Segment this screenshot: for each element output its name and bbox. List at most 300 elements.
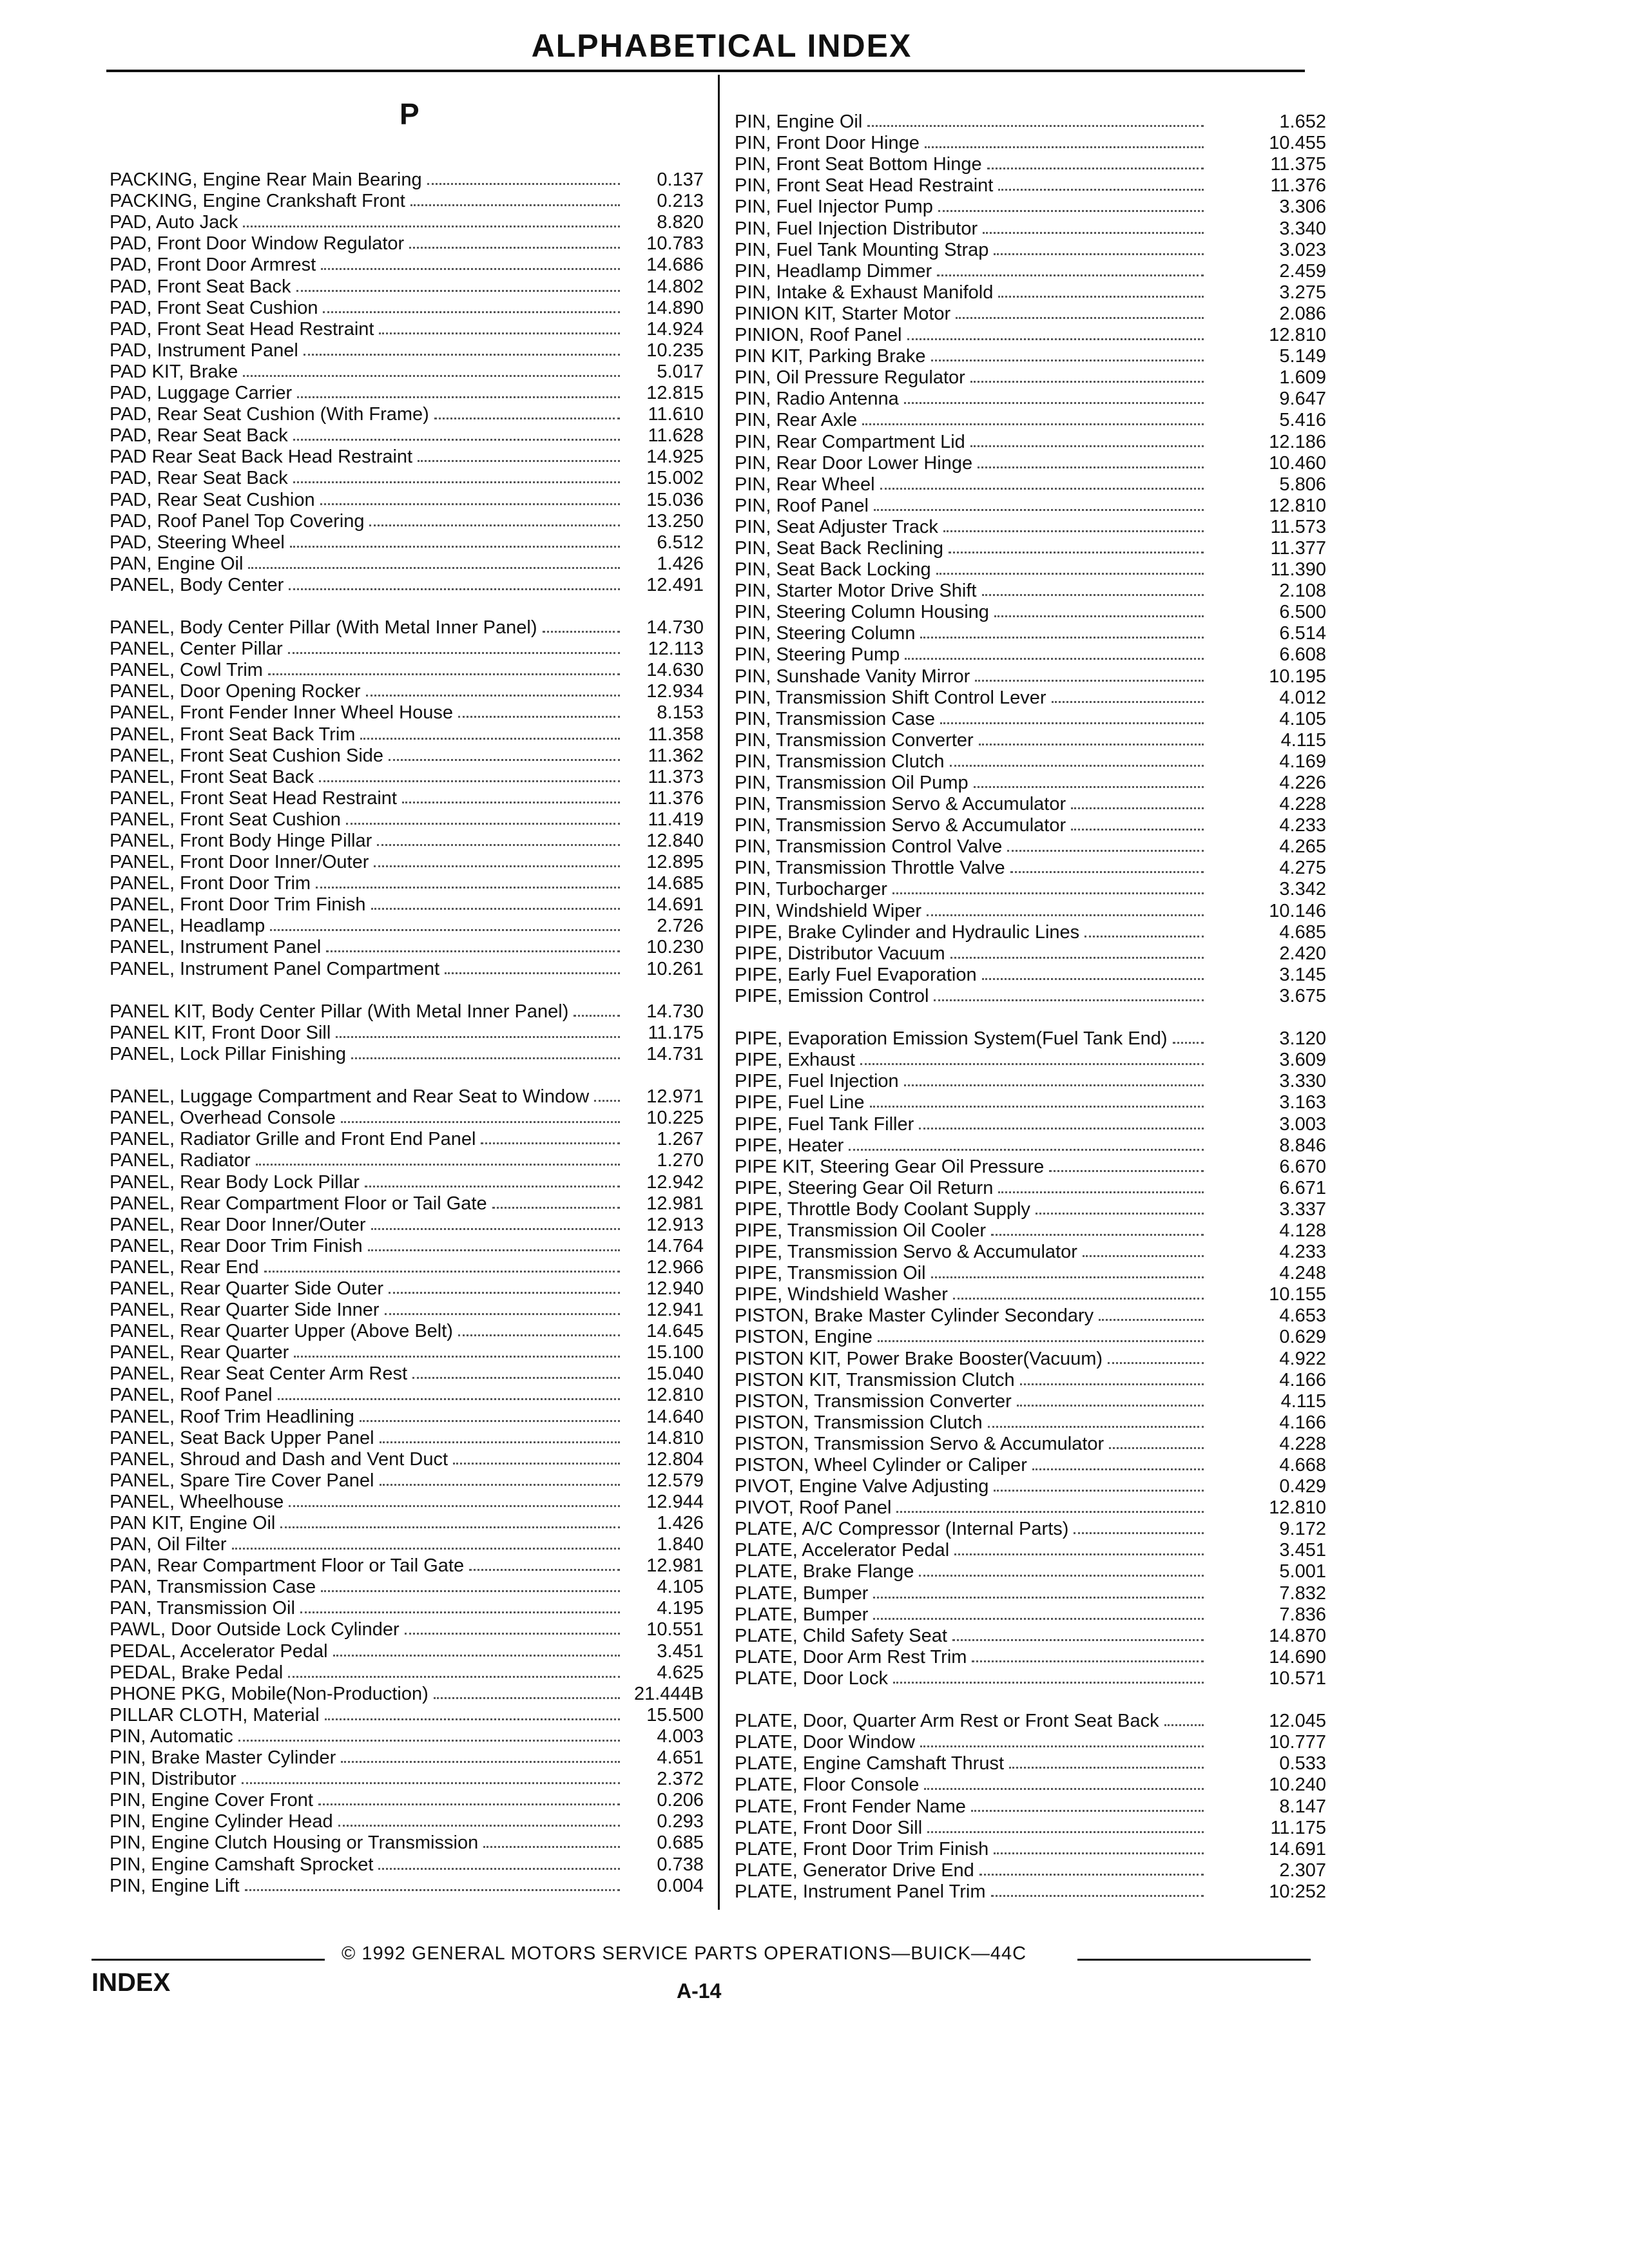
index-entry-name: PISTON, Engine (735, 1327, 872, 1348)
dot-leader (574, 1015, 620, 1017)
index-entry-name: PIPE, Transmission Oil Cooler (735, 1220, 987, 1241)
index-entry-page: 15.002 (646, 468, 704, 489)
index-entry-page: 2.372 (657, 1769, 704, 1790)
index-entry-page: 1.267 (657, 1129, 704, 1150)
index-entry (110, 298, 704, 319)
index-entry-page: 4.012 (1279, 687, 1326, 708)
dot-leader (243, 226, 620, 227)
dot-leader (374, 865, 620, 867)
dot-leader (974, 786, 1204, 788)
dot-leader (1071, 829, 1204, 831)
index-entry-name: PANEL, Front Fender Inner Wheel House (110, 702, 453, 724)
index-entry-name: PANEL, Front Door Trim (110, 873, 311, 894)
index-entry-page: 4.166 (1279, 1412, 1326, 1433)
index-entry-name: PIN, Steering Pump (735, 644, 900, 666)
index-entry-page: 10.146 (1269, 900, 1326, 921)
index-entry-name: PIN, Engine Cover Front (110, 1790, 313, 1811)
index-entry (735, 1668, 1326, 1689)
index-entry-page: 0.137 (657, 169, 704, 191)
index-entry (110, 553, 704, 575)
index-entry-name: PANEL, Seat Back Upper Panel (110, 1427, 374, 1448)
index-entry (110, 937, 704, 958)
dot-leader (369, 524, 620, 526)
index-entry-name: PIN, Transmission Servo & Accumulator (735, 815, 1066, 836)
dot-leader (907, 338, 1204, 340)
index-entry-page: 4.653 (1279, 1305, 1326, 1327)
index-entry (735, 325, 1326, 346)
dot-leader (971, 1810, 1204, 1812)
index-entry-name: PLATE, Generator Drive End (735, 1860, 974, 1881)
index-entry (110, 1129, 704, 1150)
index-entry (110, 511, 704, 532)
index-entry (110, 1342, 704, 1363)
index-entry-page: 12.045 (1269, 1711, 1326, 1732)
dot-leader (862, 423, 1204, 425)
dot-leader (289, 588, 620, 590)
index-entry-page: 11.610 (648, 404, 704, 425)
index-entry (110, 1406, 704, 1427)
index-entry (735, 1881, 1326, 1903)
index-entry-name: PLATE, Floor Console (735, 1774, 920, 1796)
index-entry-page: 10.571 (1269, 1667, 1326, 1689)
index-entry-page: 0.429 (1279, 1476, 1326, 1497)
dot-leader (1049, 1170, 1204, 1172)
index-entry-page: 5.416 (1279, 410, 1326, 431)
index-entry-page: 15.100 (646, 1342, 704, 1363)
index-entry-name: PANEL, Overhead Console (110, 1108, 336, 1129)
index-entry-page: 15.500 (646, 1704, 704, 1725)
index-entry (735, 133, 1326, 154)
index-entry-name: PIPE, Brake Cylinder and Hydraulic Lines (735, 921, 1080, 943)
dot-leader (371, 908, 620, 910)
index-entry (110, 276, 704, 297)
dot-leader (280, 1526, 620, 1528)
dot-leader (318, 1803, 620, 1805)
index-entry-page: 2.108 (1279, 581, 1326, 602)
index-entry-name: PANEL, Front Body Hinge Pillar (110, 831, 372, 851)
footer-rule-left (92, 1959, 325, 1961)
index-entry-page: 4.625 (657, 1662, 704, 1683)
dot-leader (1084, 936, 1204, 937)
index-entry (735, 261, 1326, 282)
index-entry-name: PIN, Turbocharger (735, 879, 887, 900)
index-entry-page: 14.764 (646, 1235, 704, 1256)
dot-leader (994, 253, 1204, 255)
dot-leader (998, 189, 1204, 191)
index-entry-page: 1.270 (657, 1150, 704, 1171)
index-entry (735, 111, 1326, 133)
index-entry (735, 1732, 1326, 1753)
index-entry-page: 3.120 (1279, 1028, 1326, 1050)
index-entry-page: 0.685 (657, 1832, 704, 1854)
dot-leader (288, 652, 620, 654)
index-entry-name: PANEL, Roof Panel (110, 1385, 273, 1406)
index-entry-page: 12.840 (646, 831, 704, 851)
index-entry-page: 14.802 (646, 276, 704, 297)
index-entry-name: PISTON, Transmission Converter (735, 1390, 1012, 1412)
index-entry-name: PLATE, Door, Quarter Arm Rest or Front Seat Back (735, 1711, 1159, 1732)
index-entry-name: PAWL, Door Outside Lock Cylinder (110, 1619, 400, 1640)
dot-leader (983, 232, 1204, 234)
index-entry-name: PIPE, Fuel Injection (735, 1071, 899, 1092)
index-entry-page: 4.275 (1279, 858, 1326, 879)
index-entry-page: 12.895 (646, 852, 704, 873)
index-entry-page: 2.459 (1279, 260, 1326, 282)
index-entry-page: 11.362 (648, 745, 704, 766)
index-entry (110, 1470, 704, 1492)
index-entry-name: PIN, Engine Cylinder Head (110, 1811, 333, 1832)
index-entry-page: 3.337 (1279, 1198, 1326, 1220)
index-entry-page: 11.628 (648, 425, 704, 447)
index-entry-page: 12.810 (646, 1385, 704, 1406)
index-entry-page: 3.023 (1279, 239, 1326, 260)
index-entry (735, 1561, 1326, 1582)
index-entry-page: 10.551 (646, 1619, 704, 1640)
index-entry-name: PLATE, Brake Flange (735, 1561, 914, 1582)
index-entry-page: 14.810 (646, 1427, 704, 1448)
index-entry (110, 831, 704, 852)
index-entry-page: 6.670 (1279, 1156, 1326, 1177)
dot-leader (979, 744, 1204, 745)
index-entry-name: PIN KIT, Parking Brake (735, 346, 926, 367)
index-entry-name: PILLAR CLOTH, Material (110, 1704, 320, 1725)
index-entry-name: PAD, Rear Seat Cushion (110, 489, 315, 510)
dot-leader (418, 460, 620, 462)
dot-leader (304, 354, 620, 356)
dot-leader (402, 802, 620, 803)
index-entry (735, 410, 1326, 431)
index-entry-page: 4.248 (1279, 1263, 1326, 1284)
index-entry (735, 986, 1326, 1007)
index-entry-name: PIN, Engine Oil (735, 111, 863, 133)
index-entry-name: PIPE, Fuel Tank Filler (735, 1113, 914, 1135)
dot-leader (365, 1186, 620, 1187)
index-entry (735, 644, 1326, 666)
index-entry-page: 10.195 (1269, 666, 1326, 687)
index-entry-name: PANEL, Wheelhouse (110, 1491, 284, 1512)
index-entry-name: PISTON, Transmission Clutch (735, 1412, 983, 1433)
dot-leader (950, 957, 1204, 959)
index-entry-page: 11.375 (1270, 154, 1326, 175)
index-entry (110, 1385, 704, 1406)
index-entry-name: PIPE, Transmission Servo & Accumulator (735, 1242, 1077, 1263)
index-entry-name: PIN, Starter Motor Drive Shift (735, 581, 977, 602)
index-entry-page: 15.040 (646, 1363, 704, 1385)
index-entry (110, 468, 704, 489)
index-entry-page: 9.647 (1279, 389, 1326, 410)
dot-leader (927, 914, 1204, 916)
index-entry-page: 0.206 (657, 1790, 704, 1811)
index-entry (110, 383, 704, 404)
index-entry-name: PLATE, Door Arm Rest Trim (735, 1646, 967, 1667)
index-entry-name: PANEL, Rear End (110, 1256, 259, 1278)
index-entry-page: 14.645 (646, 1321, 704, 1342)
index-entry-page: 4.003 (657, 1725, 704, 1747)
index-entry-page: 1.609 (1279, 367, 1326, 389)
index-entry (110, 639, 704, 660)
dot-leader (368, 1249, 620, 1251)
index-entry-page: 4.233 (1279, 815, 1326, 836)
index-entry (110, 1171, 704, 1193)
index-entry-name: PAD, Rear Seat Cushion (With Frame) (110, 404, 429, 425)
dot-leader (242, 1782, 620, 1784)
index-entry-name: PANEL, Rear Compartment Floor or Tail Gate (110, 1193, 487, 1214)
dot-leader (878, 1340, 1204, 1342)
dot-leader (1108, 1362, 1204, 1364)
dot-leader (458, 1334, 620, 1336)
dot-leader (389, 1292, 620, 1294)
index-entry-name: PANEL, Rear Quarter Side Inner (110, 1300, 380, 1321)
index-entry-name: PIN, Fuel Injector Pump (735, 197, 933, 218)
dot-leader (458, 716, 620, 718)
index-entry-name: PLATE, Engine Camshaft Thrust (735, 1753, 1005, 1774)
index-column-left (110, 169, 704, 1897)
dot-leader (982, 594, 1204, 596)
index-entry-name: PIN, Oil Pressure Regulator (735, 367, 965, 389)
index-entry (735, 709, 1326, 730)
index-entry-page: 4.228 (1279, 1433, 1326, 1454)
index-entry (110, 233, 704, 255)
index-entry-name: PAN, Rear Compartment Floor or Tail Gate (110, 1555, 465, 1577)
index-entry-name: PANEL, Lock Pillar Finishing (110, 1043, 346, 1064)
index-entry (110, 1726, 704, 1747)
index-entry-name: PAN, Oil Filter (110, 1534, 227, 1555)
index-entry-name: PIPE, Exhaust (735, 1050, 855, 1071)
index-entry-name: PIN, Transmission Oil Pump (735, 773, 969, 793)
index-entry-name: PAD, Rear Seat Back (110, 425, 288, 447)
dot-leader (991, 1234, 1204, 1236)
dot-leader (950, 765, 1204, 767)
index-entry-name: PIN, Rear Door Lower Hinge (735, 452, 973, 474)
index-entry-name: PACKING, Engine Rear Main Bearing (110, 169, 422, 191)
index-entry-name: PIPE, Evaporation Emission System(Fuel Tank End) (735, 1028, 1168, 1050)
index-entry (735, 431, 1326, 452)
index-column-right (735, 111, 1326, 1903)
index-entry-page: 12.913 (646, 1214, 704, 1235)
index-entry-page: 14.870 (1269, 1625, 1326, 1646)
index-entry-name: PIPE, Distributor Vacuum (735, 943, 945, 964)
index-entry-page: 12.810 (1269, 325, 1326, 346)
index-entry-name: PLATE, Bumper (735, 1604, 869, 1625)
index-entry-name: PAD Rear Seat Back Head Restraint (110, 447, 413, 468)
index-entry (735, 197, 1326, 218)
dot-leader (953, 1298, 1204, 1300)
index-entry-page: 5.017 (657, 361, 704, 382)
index-entry-page: 3.340 (1279, 218, 1326, 239)
index-entry (110, 916, 704, 937)
index-entry (110, 361, 704, 383)
index-entry-name: PLATE, A/C Compressor (Internal Parts) (735, 1519, 1069, 1540)
index-entry (110, 1790, 704, 1811)
index-entry-page: 3.145 (1279, 964, 1326, 985)
index-entry-page: 12.941 (646, 1300, 704, 1321)
index-entry (735, 474, 1326, 495)
column-divider (718, 75, 720, 1910)
index-entry (735, 1284, 1326, 1305)
dot-leader (389, 759, 620, 761)
index-entry-page: 10.225 (646, 1108, 704, 1129)
index-entry (735, 282, 1326, 303)
index-entry-name: PIVOT, Roof Panel (735, 1497, 892, 1519)
index-entry-name: PIN, Fuel Tank Mounting Strap (735, 239, 989, 260)
index-entry-page: 3.342 (1279, 879, 1326, 900)
index-entry (110, 724, 704, 745)
index-entry (735, 623, 1326, 644)
index-entry-page: 11.376 (1270, 175, 1326, 197)
index-entry-page: 11.376 (648, 787, 704, 809)
dot-leader (849, 1149, 1204, 1151)
index-entry-name: PANEL, Front Seat Back (110, 766, 314, 787)
index-entry-name: PISTON, Brake Master Cylinder Secondary (735, 1305, 1094, 1327)
index-entry-page: 3.451 (657, 1640, 704, 1662)
index-entry-name: PANEL, Front Seat Back Trim (110, 724, 356, 745)
dot-leader (1032, 1468, 1204, 1470)
dot-leader (1109, 1447, 1204, 1449)
index-entry-page: 6.671 (1279, 1177, 1326, 1198)
index-entry (735, 1582, 1326, 1604)
index-entry-page: 10.155 (1269, 1284, 1326, 1305)
dot-leader (874, 509, 1204, 511)
dot-leader (245, 1889, 621, 1891)
dot-leader (371, 1228, 620, 1230)
dot-leader (952, 1639, 1204, 1641)
dot-leader (1020, 1383, 1204, 1385)
dot-leader (289, 1505, 620, 1507)
index-entry-page: 4.166 (1279, 1369, 1326, 1390)
index-entry (735, 1818, 1326, 1839)
index-entry-name: PANEL, Roof Trim Headlining (110, 1406, 354, 1427)
index-entry-name: PIN, Rear Compartment Lid (735, 431, 965, 452)
index-entry (735, 389, 1326, 410)
index-entry-name: PEDAL, Brake Pedal (110, 1662, 284, 1683)
index-entry-name: PIVOT, Engine Valve Adjusting (735, 1476, 989, 1497)
index-entry (110, 894, 704, 916)
dot-leader (469, 1569, 620, 1571)
dot-leader (896, 1511, 1204, 1513)
index-entry-page: 4.922 (1279, 1348, 1326, 1369)
index-entry-page: 14.691 (646, 894, 704, 916)
index-entry (110, 980, 704, 1023)
index-entry (735, 1178, 1326, 1199)
index-entry (110, 319, 704, 340)
dot-leader (998, 296, 1204, 298)
dot-leader (940, 722, 1204, 724)
index-entry (110, 958, 704, 979)
index-entry (110, 404, 704, 425)
index-entry-name: PANEL, Headlamp (110, 916, 265, 937)
dot-leader (297, 396, 620, 398)
index-entry-page: 3.330 (1279, 1071, 1326, 1092)
index-entry-page: 11.377 (1270, 537, 1326, 559)
index-entry-name: PIN, Distributor (110, 1769, 236, 1790)
index-entry-page: 4.105 (657, 1577, 704, 1598)
dot-leader (268, 673, 620, 675)
index-entry-name: PAD KIT, Brake (110, 361, 238, 382)
index-entry-page: 7.836 (1279, 1604, 1326, 1625)
index-entry-page: 0.629 (1279, 1327, 1326, 1348)
index-entry (735, 794, 1326, 815)
dot-leader (975, 680, 1204, 682)
index-entry-page: 12.966 (646, 1256, 704, 1278)
dot-leader (982, 978, 1204, 980)
index-entry (110, 596, 704, 639)
dot-leader (293, 481, 620, 483)
index-entry (110, 1236, 704, 1257)
index-entry (735, 303, 1326, 325)
index-entry (735, 1220, 1326, 1242)
index-entry-name: PAD, Luggage Carrier (110, 383, 293, 404)
index-entry (735, 1391, 1326, 1412)
index-entry-name: PANEL, Luggage Compartment and Rear Seat to Window (110, 1086, 590, 1108)
index-entry (735, 1839, 1326, 1860)
index-entry (735, 346, 1326, 367)
dot-leader (380, 1441, 620, 1443)
index-entry (110, 1023, 704, 1044)
dot-leader (920, 637, 1204, 639)
index-entry (110, 660, 704, 681)
dot-leader (434, 418, 620, 419)
dot-leader (937, 274, 1204, 276)
index-entry (110, 1065, 704, 1108)
index-entry-name: PIPE, Transmission Oil (735, 1263, 926, 1284)
index-entry-page: 12.810 (1269, 1497, 1326, 1519)
index-entry-name: PLATE, Door Window (735, 1732, 915, 1753)
index-entry-page: 14.630 (646, 660, 704, 681)
index-entry-name: PAN, Transmission Case (110, 1577, 316, 1598)
dot-leader (427, 183, 620, 185)
index-entry (735, 773, 1326, 794)
index-entry-page: 6.512 (657, 532, 704, 553)
index-entry-page: 6.500 (1279, 602, 1326, 623)
index-entry (110, 788, 704, 809)
index-entry (110, 1300, 704, 1321)
dot-leader (1036, 1213, 1204, 1215)
dot-leader (543, 631, 620, 633)
dot-leader (319, 780, 620, 782)
top-rule (106, 70, 1305, 72)
index-entry (110, 1492, 704, 1513)
dot-leader (924, 1788, 1204, 1790)
index-entry (735, 751, 1326, 773)
index-entry-name: PANEL, Instrument Panel (110, 937, 322, 958)
index-entry (735, 367, 1326, 389)
index-entry (110, 1278, 704, 1300)
index-entry-name: PINION KIT, Starter Motor (735, 303, 951, 324)
index-entry-name: PIN, Transmission Servo & Accumulator (735, 794, 1066, 815)
index-entry-name: PANEL, Rear Quarter (110, 1342, 289, 1363)
index-entry-page: 3.163 (1279, 1092, 1326, 1113)
index-entry-page: 14.730 (646, 1001, 704, 1022)
index-entry-name: PIN, Radio Antenna (735, 389, 899, 410)
index-entry-name: PISTON KIT, Power Brake Booster(Vacuum) (735, 1348, 1103, 1369)
index-entry (110, 1150, 704, 1171)
index-entry (735, 538, 1326, 559)
index-entry-name: PANEL, Rear Door Inner/Outer (110, 1214, 366, 1235)
dot-leader (920, 1745, 1204, 1747)
index-entry-page: 10.235 (646, 340, 704, 361)
dot-leader (296, 290, 620, 292)
dot-leader (290, 546, 620, 548)
index-entry (110, 809, 704, 831)
index-entry (110, 1044, 704, 1065)
dot-leader (954, 1553, 1204, 1555)
index-entry-name: PIN, Steering Column Housing (735, 602, 989, 623)
index-entry-page: 12.942 (646, 1171, 704, 1193)
index-entry-name: PISTON KIT, Transmission Clutch (735, 1369, 1015, 1390)
index-entry-name: PIN, Front Door Hinge (735, 133, 920, 154)
dot-leader (492, 1207, 620, 1209)
index-entry (110, 575, 704, 596)
